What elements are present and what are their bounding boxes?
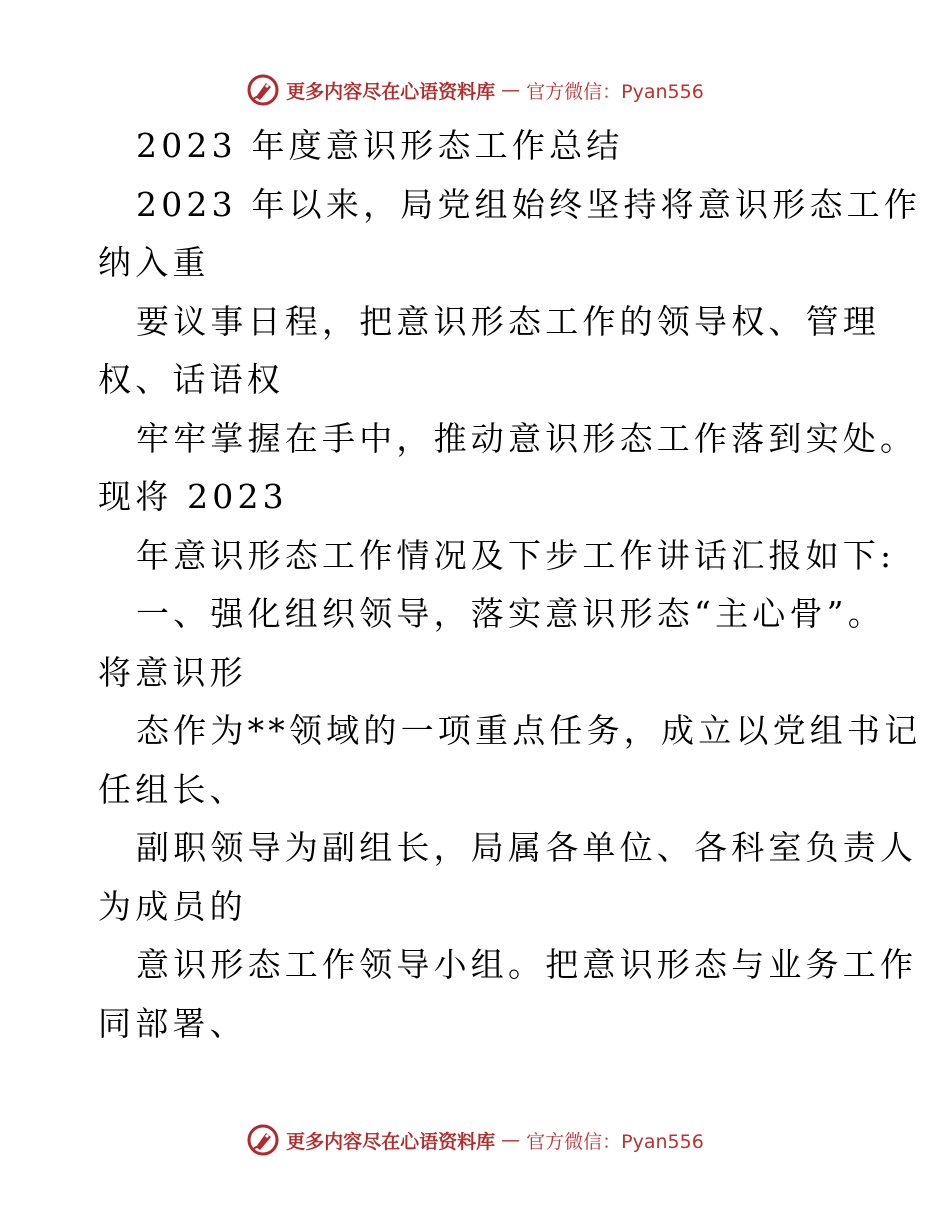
document-line: 任组长、 bbox=[98, 769, 247, 809]
document-line: 年意识形态工作情况及下步工作讲话汇报如下: bbox=[136, 535, 896, 575]
document-line: 将意识形 bbox=[98, 652, 247, 692]
banner-wechat: 官方微信：Pyan556 bbox=[526, 80, 704, 103]
document-line: 权、话语权 bbox=[98, 360, 284, 399]
document-line: 纳入重 bbox=[98, 243, 210, 282]
document-body bbox=[98, 117, 922, 1053]
document-line: 现将 2023 bbox=[98, 477, 288, 516]
footer-banner bbox=[0, 1120, 950, 1160]
header-banner bbox=[0, 70, 950, 110]
document-line: 为成员的 bbox=[98, 886, 247, 926]
document-line: 牢牢掌握在手中，推动意识形态工作落到实处。 bbox=[136, 418, 918, 458]
document-line: 同部署、 bbox=[98, 1003, 247, 1043]
document-line: 2023 年以来，局党组始终坚持将意识形态工作 bbox=[136, 184, 922, 224]
header-banner-content bbox=[246, 73, 704, 107]
pen-nib-logo-icon bbox=[246, 73, 280, 107]
banner-wechat: 官方微信：Pyan556 bbox=[526, 1130, 704, 1153]
document-line: 2023 年度意识形态工作总结 bbox=[136, 126, 624, 165]
document-line: 意识形态工作领导小组。把意识形态与业务工作 bbox=[136, 945, 918, 984]
pen-nib-logo-icon bbox=[246, 1123, 280, 1157]
document-line: 要议事日程，把意识形态工作的领导权、管理 bbox=[136, 301, 880, 341]
footer-banner-content bbox=[246, 1123, 704, 1157]
banner-text: 更多内容尽在心语资料库 bbox=[286, 1130, 496, 1153]
banner-text: 更多内容尽在心语资料库 bbox=[286, 80, 496, 103]
banner-separator: — bbox=[501, 1129, 521, 1151]
document-line: 一、强化组织领导，落实意识形态“主心骨”。 bbox=[136, 594, 885, 633]
document-line: 态作为**领域的一项重点任务，成立以党组书记 bbox=[136, 711, 922, 750]
banner-separator: — bbox=[501, 79, 521, 101]
document-line: 副职领导为副组长，局属各单位、各科室负责人 bbox=[136, 828, 918, 867]
